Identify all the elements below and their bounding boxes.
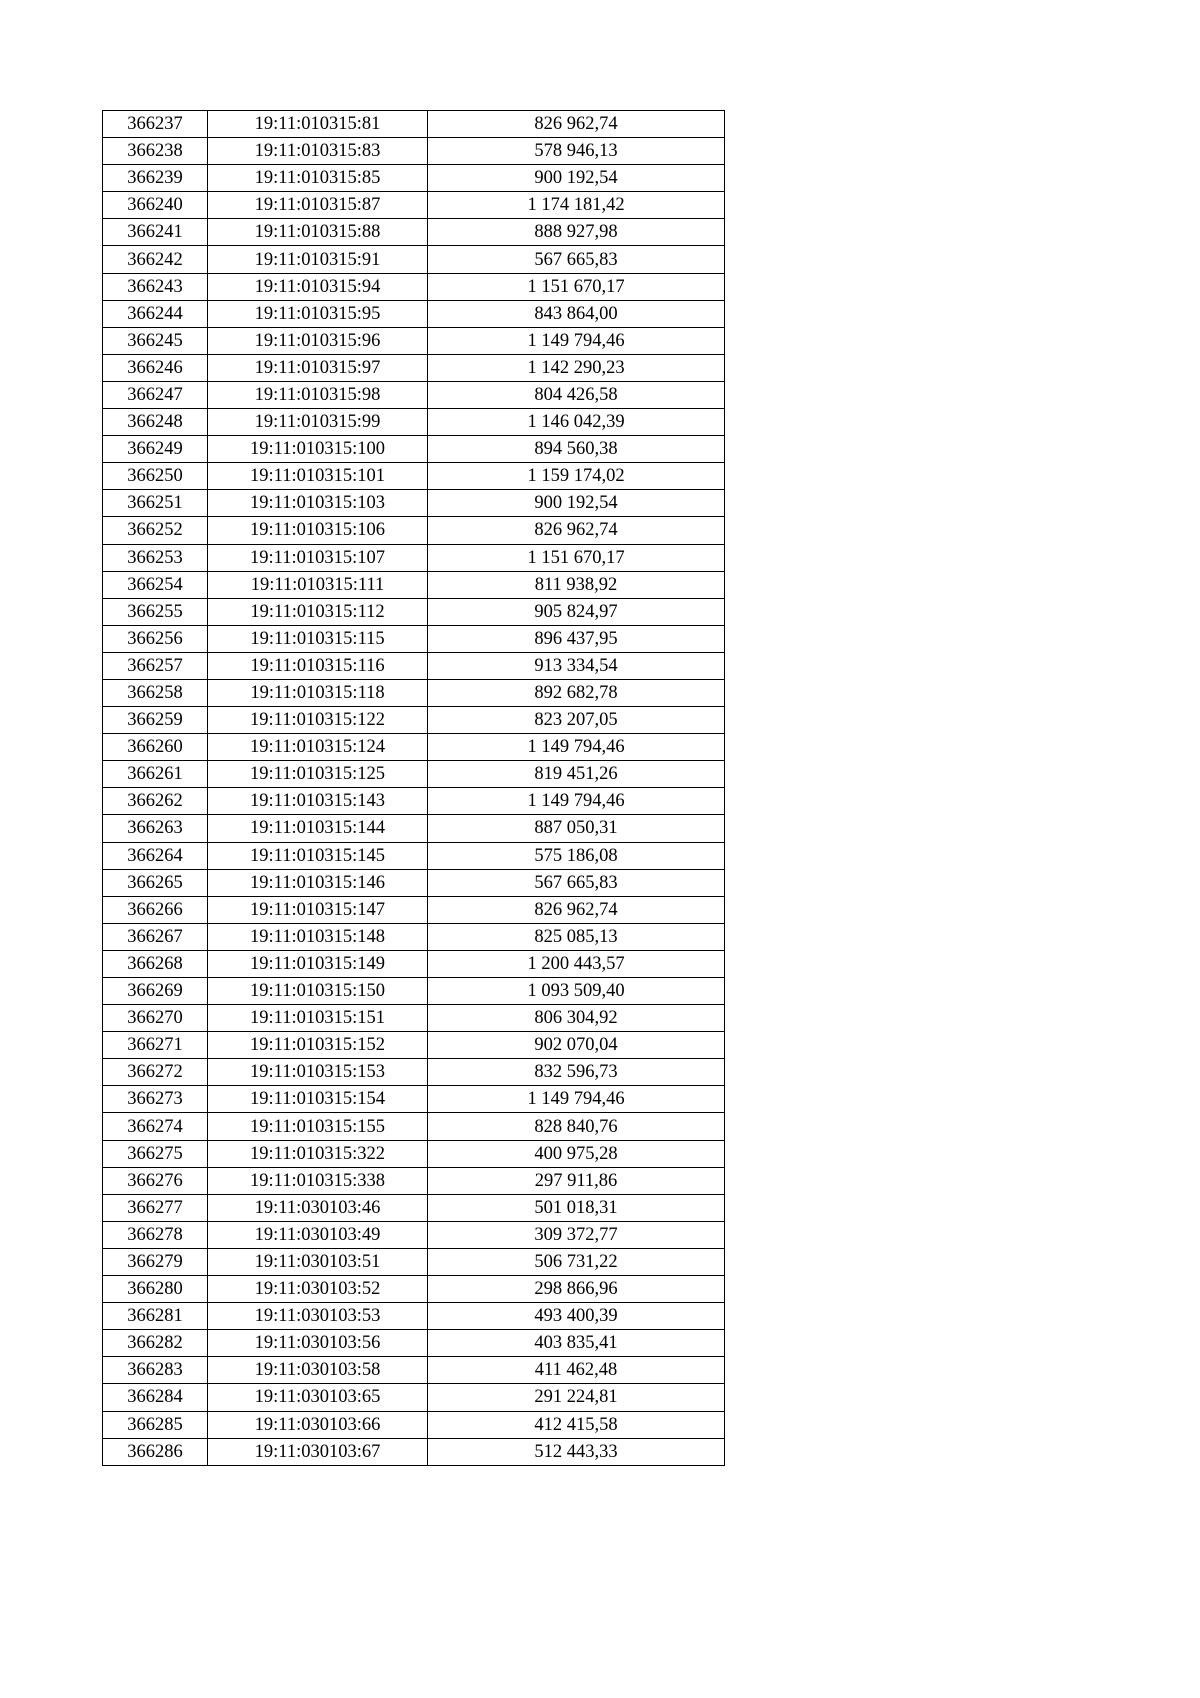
table-body xyxy=(103,111,725,1466)
cadastral-number-cell: 19:11:010315:145 xyxy=(208,842,428,869)
cadastral-number-cell: 19:11:010315:87 xyxy=(208,192,428,219)
cadastral-number-cell: 19:11:010315:111 xyxy=(208,571,428,598)
table-row xyxy=(103,950,725,977)
row-number-cell: 366282 xyxy=(103,1330,208,1357)
row-number-cell: 366285 xyxy=(103,1411,208,1438)
value-cell: 567 665,83 xyxy=(428,869,725,896)
table-row xyxy=(103,463,725,490)
row-number-cell: 366249 xyxy=(103,436,208,463)
value-cell: 900 192,54 xyxy=(428,165,725,192)
row-number-cell: 366246 xyxy=(103,354,208,381)
cadastral-number-cell: 19:11:010315:116 xyxy=(208,652,428,679)
cadastral-number-cell: 19:11:010315:94 xyxy=(208,273,428,300)
value-cell: 887 050,31 xyxy=(428,815,725,842)
table-row xyxy=(103,598,725,625)
value-cell: 1 149 794,46 xyxy=(428,1086,725,1113)
row-number-cell: 366269 xyxy=(103,978,208,1005)
table-row xyxy=(103,1140,725,1167)
row-number-cell: 366271 xyxy=(103,1032,208,1059)
cadastral-number-cell: 19:11:010315:115 xyxy=(208,625,428,652)
value-cell: 902 070,04 xyxy=(428,1032,725,1059)
value-cell: 1 146 042,39 xyxy=(428,409,725,436)
row-number-cell: 366253 xyxy=(103,544,208,571)
cadastral-number-cell: 19:11:030103:53 xyxy=(208,1303,428,1330)
value-cell: 825 085,13 xyxy=(428,923,725,950)
value-cell: 1 159 174,02 xyxy=(428,463,725,490)
table-row xyxy=(103,409,725,436)
row-number-cell: 366278 xyxy=(103,1221,208,1248)
table-row xyxy=(103,1167,725,1194)
row-number-cell: 366275 xyxy=(103,1140,208,1167)
table-row xyxy=(103,1357,725,1384)
table-row xyxy=(103,652,725,679)
row-number-cell: 366238 xyxy=(103,138,208,165)
value-cell: 900 192,54 xyxy=(428,490,725,517)
row-number-cell: 366262 xyxy=(103,788,208,815)
cadastral-number-cell: 19:11:030103:67 xyxy=(208,1438,428,1465)
row-number-cell: 366245 xyxy=(103,327,208,354)
row-number-cell: 366243 xyxy=(103,273,208,300)
row-number-cell: 366283 xyxy=(103,1357,208,1384)
row-number-cell: 366247 xyxy=(103,381,208,408)
table-row xyxy=(103,761,725,788)
table-row xyxy=(103,815,725,842)
value-cell: 832 596,73 xyxy=(428,1059,725,1086)
table-row xyxy=(103,490,725,517)
cadastral-number-cell: 19:11:010315:91 xyxy=(208,246,428,273)
cadastral-number-cell: 19:11:010315:146 xyxy=(208,869,428,896)
table-row xyxy=(103,1276,725,1303)
value-cell: 1 174 181,42 xyxy=(428,192,725,219)
row-number-cell: 366256 xyxy=(103,625,208,652)
cadastral-number-cell: 19:11:010315:154 xyxy=(208,1086,428,1113)
table-row xyxy=(103,273,725,300)
row-number-cell: 366281 xyxy=(103,1303,208,1330)
value-cell: 913 334,54 xyxy=(428,652,725,679)
cadastral-number-cell: 19:11:010315:98 xyxy=(208,381,428,408)
value-cell: 512 443,33 xyxy=(428,1438,725,1465)
cadastral-number-cell: 19:11:010315:143 xyxy=(208,788,428,815)
row-number-cell: 366251 xyxy=(103,490,208,517)
table-row xyxy=(103,300,725,327)
table-row xyxy=(103,1330,725,1357)
cadastral-number-cell: 19:11:030103:46 xyxy=(208,1194,428,1221)
value-cell: 1 151 670,17 xyxy=(428,273,725,300)
table-row xyxy=(103,219,725,246)
row-number-cell: 366263 xyxy=(103,815,208,842)
value-cell: 298 866,96 xyxy=(428,1276,725,1303)
value-cell: 567 665,83 xyxy=(428,246,725,273)
row-number-cell: 366266 xyxy=(103,896,208,923)
row-number-cell: 366259 xyxy=(103,707,208,734)
value-cell: 843 864,00 xyxy=(428,300,725,327)
table-row xyxy=(103,1248,725,1275)
table-row xyxy=(103,707,725,734)
value-cell: 575 186,08 xyxy=(428,842,725,869)
cadastral-number-cell: 19:11:010315:83 xyxy=(208,138,428,165)
table-row xyxy=(103,679,725,706)
table-row xyxy=(103,1194,725,1221)
cadastral-number-cell: 19:11:010315:322 xyxy=(208,1140,428,1167)
row-number-cell: 366239 xyxy=(103,165,208,192)
table-row xyxy=(103,1411,725,1438)
value-cell: 309 372,77 xyxy=(428,1221,725,1248)
row-number-cell: 366244 xyxy=(103,300,208,327)
table-row xyxy=(103,1005,725,1032)
value-cell: 506 731,22 xyxy=(428,1248,725,1275)
table-row xyxy=(103,896,725,923)
value-cell: 411 462,48 xyxy=(428,1357,725,1384)
value-cell: 826 962,74 xyxy=(428,111,725,138)
table-row xyxy=(103,842,725,869)
cadastral-number-cell: 19:11:010315:88 xyxy=(208,219,428,246)
cadastral-number-cell: 19:11:030103:56 xyxy=(208,1330,428,1357)
value-cell: 1 149 794,46 xyxy=(428,327,725,354)
cadastral-number-cell: 19:11:010315:100 xyxy=(208,436,428,463)
value-cell: 1 142 290,23 xyxy=(428,354,725,381)
value-cell: 892 682,78 xyxy=(428,679,725,706)
cadastral-number-cell: 19:11:010315:96 xyxy=(208,327,428,354)
cadastral-number-cell: 19:11:010315:153 xyxy=(208,1059,428,1086)
row-number-cell: 366273 xyxy=(103,1086,208,1113)
cadastral-number-cell: 19:11:030103:65 xyxy=(208,1384,428,1411)
row-number-cell: 366260 xyxy=(103,734,208,761)
cadastral-number-cell: 19:11:010315:85 xyxy=(208,165,428,192)
table-row xyxy=(103,192,725,219)
table-row xyxy=(103,788,725,815)
cadastral-value-table xyxy=(102,110,725,1466)
row-number-cell: 366237 xyxy=(103,111,208,138)
table-row xyxy=(103,869,725,896)
cadastral-number-cell: 19:11:030103:66 xyxy=(208,1411,428,1438)
row-number-cell: 366261 xyxy=(103,761,208,788)
value-cell: 291 224,81 xyxy=(428,1384,725,1411)
row-number-cell: 366265 xyxy=(103,869,208,896)
value-cell: 826 962,74 xyxy=(428,517,725,544)
value-cell: 811 938,92 xyxy=(428,571,725,598)
value-cell: 804 426,58 xyxy=(428,381,725,408)
cadastral-number-cell: 19:11:010315:147 xyxy=(208,896,428,923)
table-row xyxy=(103,1438,725,1465)
table-row xyxy=(103,436,725,463)
table-row xyxy=(103,625,725,652)
cadastral-number-cell: 19:11:010315:122 xyxy=(208,707,428,734)
row-number-cell: 366248 xyxy=(103,409,208,436)
row-number-cell: 366279 xyxy=(103,1248,208,1275)
table-row xyxy=(103,381,725,408)
cadastral-number-cell: 19:11:010315:148 xyxy=(208,923,428,950)
row-number-cell: 366267 xyxy=(103,923,208,950)
value-cell: 400 975,28 xyxy=(428,1140,725,1167)
cadastral-number-cell: 19:11:030103:49 xyxy=(208,1221,428,1248)
row-number-cell: 366255 xyxy=(103,598,208,625)
table-row xyxy=(103,1303,725,1330)
cadastral-number-cell: 19:11:010315:112 xyxy=(208,598,428,625)
table-row xyxy=(103,1384,725,1411)
value-cell: 806 304,92 xyxy=(428,1005,725,1032)
value-cell: 826 962,74 xyxy=(428,896,725,923)
value-cell: 412 415,58 xyxy=(428,1411,725,1438)
value-cell: 501 018,31 xyxy=(428,1194,725,1221)
table-row xyxy=(103,544,725,571)
table-row xyxy=(103,571,725,598)
value-cell: 1 149 794,46 xyxy=(428,788,725,815)
table-row xyxy=(103,327,725,354)
value-cell: 888 927,98 xyxy=(428,219,725,246)
row-number-cell: 366241 xyxy=(103,219,208,246)
row-number-cell: 366284 xyxy=(103,1384,208,1411)
row-number-cell: 366274 xyxy=(103,1113,208,1140)
row-number-cell: 366252 xyxy=(103,517,208,544)
table-row xyxy=(103,165,725,192)
cadastral-number-cell: 19:11:010315:107 xyxy=(208,544,428,571)
value-cell: 1 093 509,40 xyxy=(428,978,725,1005)
table-row xyxy=(103,111,725,138)
table-row xyxy=(103,246,725,273)
table-row xyxy=(103,1032,725,1059)
row-number-cell: 366264 xyxy=(103,842,208,869)
value-cell: 828 840,76 xyxy=(428,1113,725,1140)
row-number-cell: 366276 xyxy=(103,1167,208,1194)
cadastral-number-cell: 19:11:010315:81 xyxy=(208,111,428,138)
value-cell: 403 835,41 xyxy=(428,1330,725,1357)
cadastral-number-cell: 19:11:010315:144 xyxy=(208,815,428,842)
value-cell: 894 560,38 xyxy=(428,436,725,463)
value-cell: 297 911,86 xyxy=(428,1167,725,1194)
cadastral-number-cell: 19:11:030103:52 xyxy=(208,1276,428,1303)
cadastral-number-cell: 19:11:010315:149 xyxy=(208,950,428,977)
cadastral-number-cell: 19:11:010315:106 xyxy=(208,517,428,544)
cadastral-number-cell: 19:11:010315:95 xyxy=(208,300,428,327)
row-number-cell: 366242 xyxy=(103,246,208,273)
value-cell: 1 149 794,46 xyxy=(428,734,725,761)
row-number-cell: 366257 xyxy=(103,652,208,679)
cadastral-number-cell: 19:11:010315:124 xyxy=(208,734,428,761)
value-cell: 823 207,05 xyxy=(428,707,725,734)
table-row xyxy=(103,978,725,1005)
cadastral-number-cell: 19:11:030103:51 xyxy=(208,1248,428,1275)
table-row xyxy=(103,923,725,950)
row-number-cell: 366270 xyxy=(103,1005,208,1032)
cadastral-number-cell: 19:11:010315:152 xyxy=(208,1032,428,1059)
cadastral-number-cell: 19:11:010315:99 xyxy=(208,409,428,436)
cadastral-number-cell: 19:11:010315:101 xyxy=(208,463,428,490)
table-row xyxy=(103,517,725,544)
cadastral-number-cell: 19:11:010315:125 xyxy=(208,761,428,788)
value-cell: 578 946,13 xyxy=(428,138,725,165)
cadastral-number-cell: 19:11:010315:155 xyxy=(208,1113,428,1140)
value-cell: 896 437,95 xyxy=(428,625,725,652)
value-cell: 493 400,39 xyxy=(428,1303,725,1330)
table-row xyxy=(103,1221,725,1248)
value-cell: 819 451,26 xyxy=(428,761,725,788)
table-row xyxy=(103,138,725,165)
row-number-cell: 366240 xyxy=(103,192,208,219)
value-cell: 1 200 443,57 xyxy=(428,950,725,977)
table-row xyxy=(103,1086,725,1113)
table-row xyxy=(103,1059,725,1086)
table-row xyxy=(103,354,725,381)
row-number-cell: 366268 xyxy=(103,950,208,977)
row-number-cell: 366286 xyxy=(103,1438,208,1465)
cadastral-number-cell: 19:11:030103:58 xyxy=(208,1357,428,1384)
cadastral-number-cell: 19:11:010315:338 xyxy=(208,1167,428,1194)
row-number-cell: 366254 xyxy=(103,571,208,598)
cadastral-number-cell: 19:11:010315:118 xyxy=(208,679,428,706)
cadastral-number-cell: 19:11:010315:151 xyxy=(208,1005,428,1032)
row-number-cell: 366277 xyxy=(103,1194,208,1221)
row-number-cell: 366258 xyxy=(103,679,208,706)
row-number-cell: 366250 xyxy=(103,463,208,490)
row-number-cell: 366272 xyxy=(103,1059,208,1086)
cadastral-number-cell: 19:11:010315:150 xyxy=(208,978,428,1005)
table-row xyxy=(103,1113,725,1140)
row-number-cell: 366280 xyxy=(103,1276,208,1303)
cadastral-number-cell: 19:11:010315:97 xyxy=(208,354,428,381)
table-row xyxy=(103,734,725,761)
value-cell: 1 151 670,17 xyxy=(428,544,725,571)
value-cell: 905 824,97 xyxy=(428,598,725,625)
cadastral-number-cell: 19:11:010315:103 xyxy=(208,490,428,517)
